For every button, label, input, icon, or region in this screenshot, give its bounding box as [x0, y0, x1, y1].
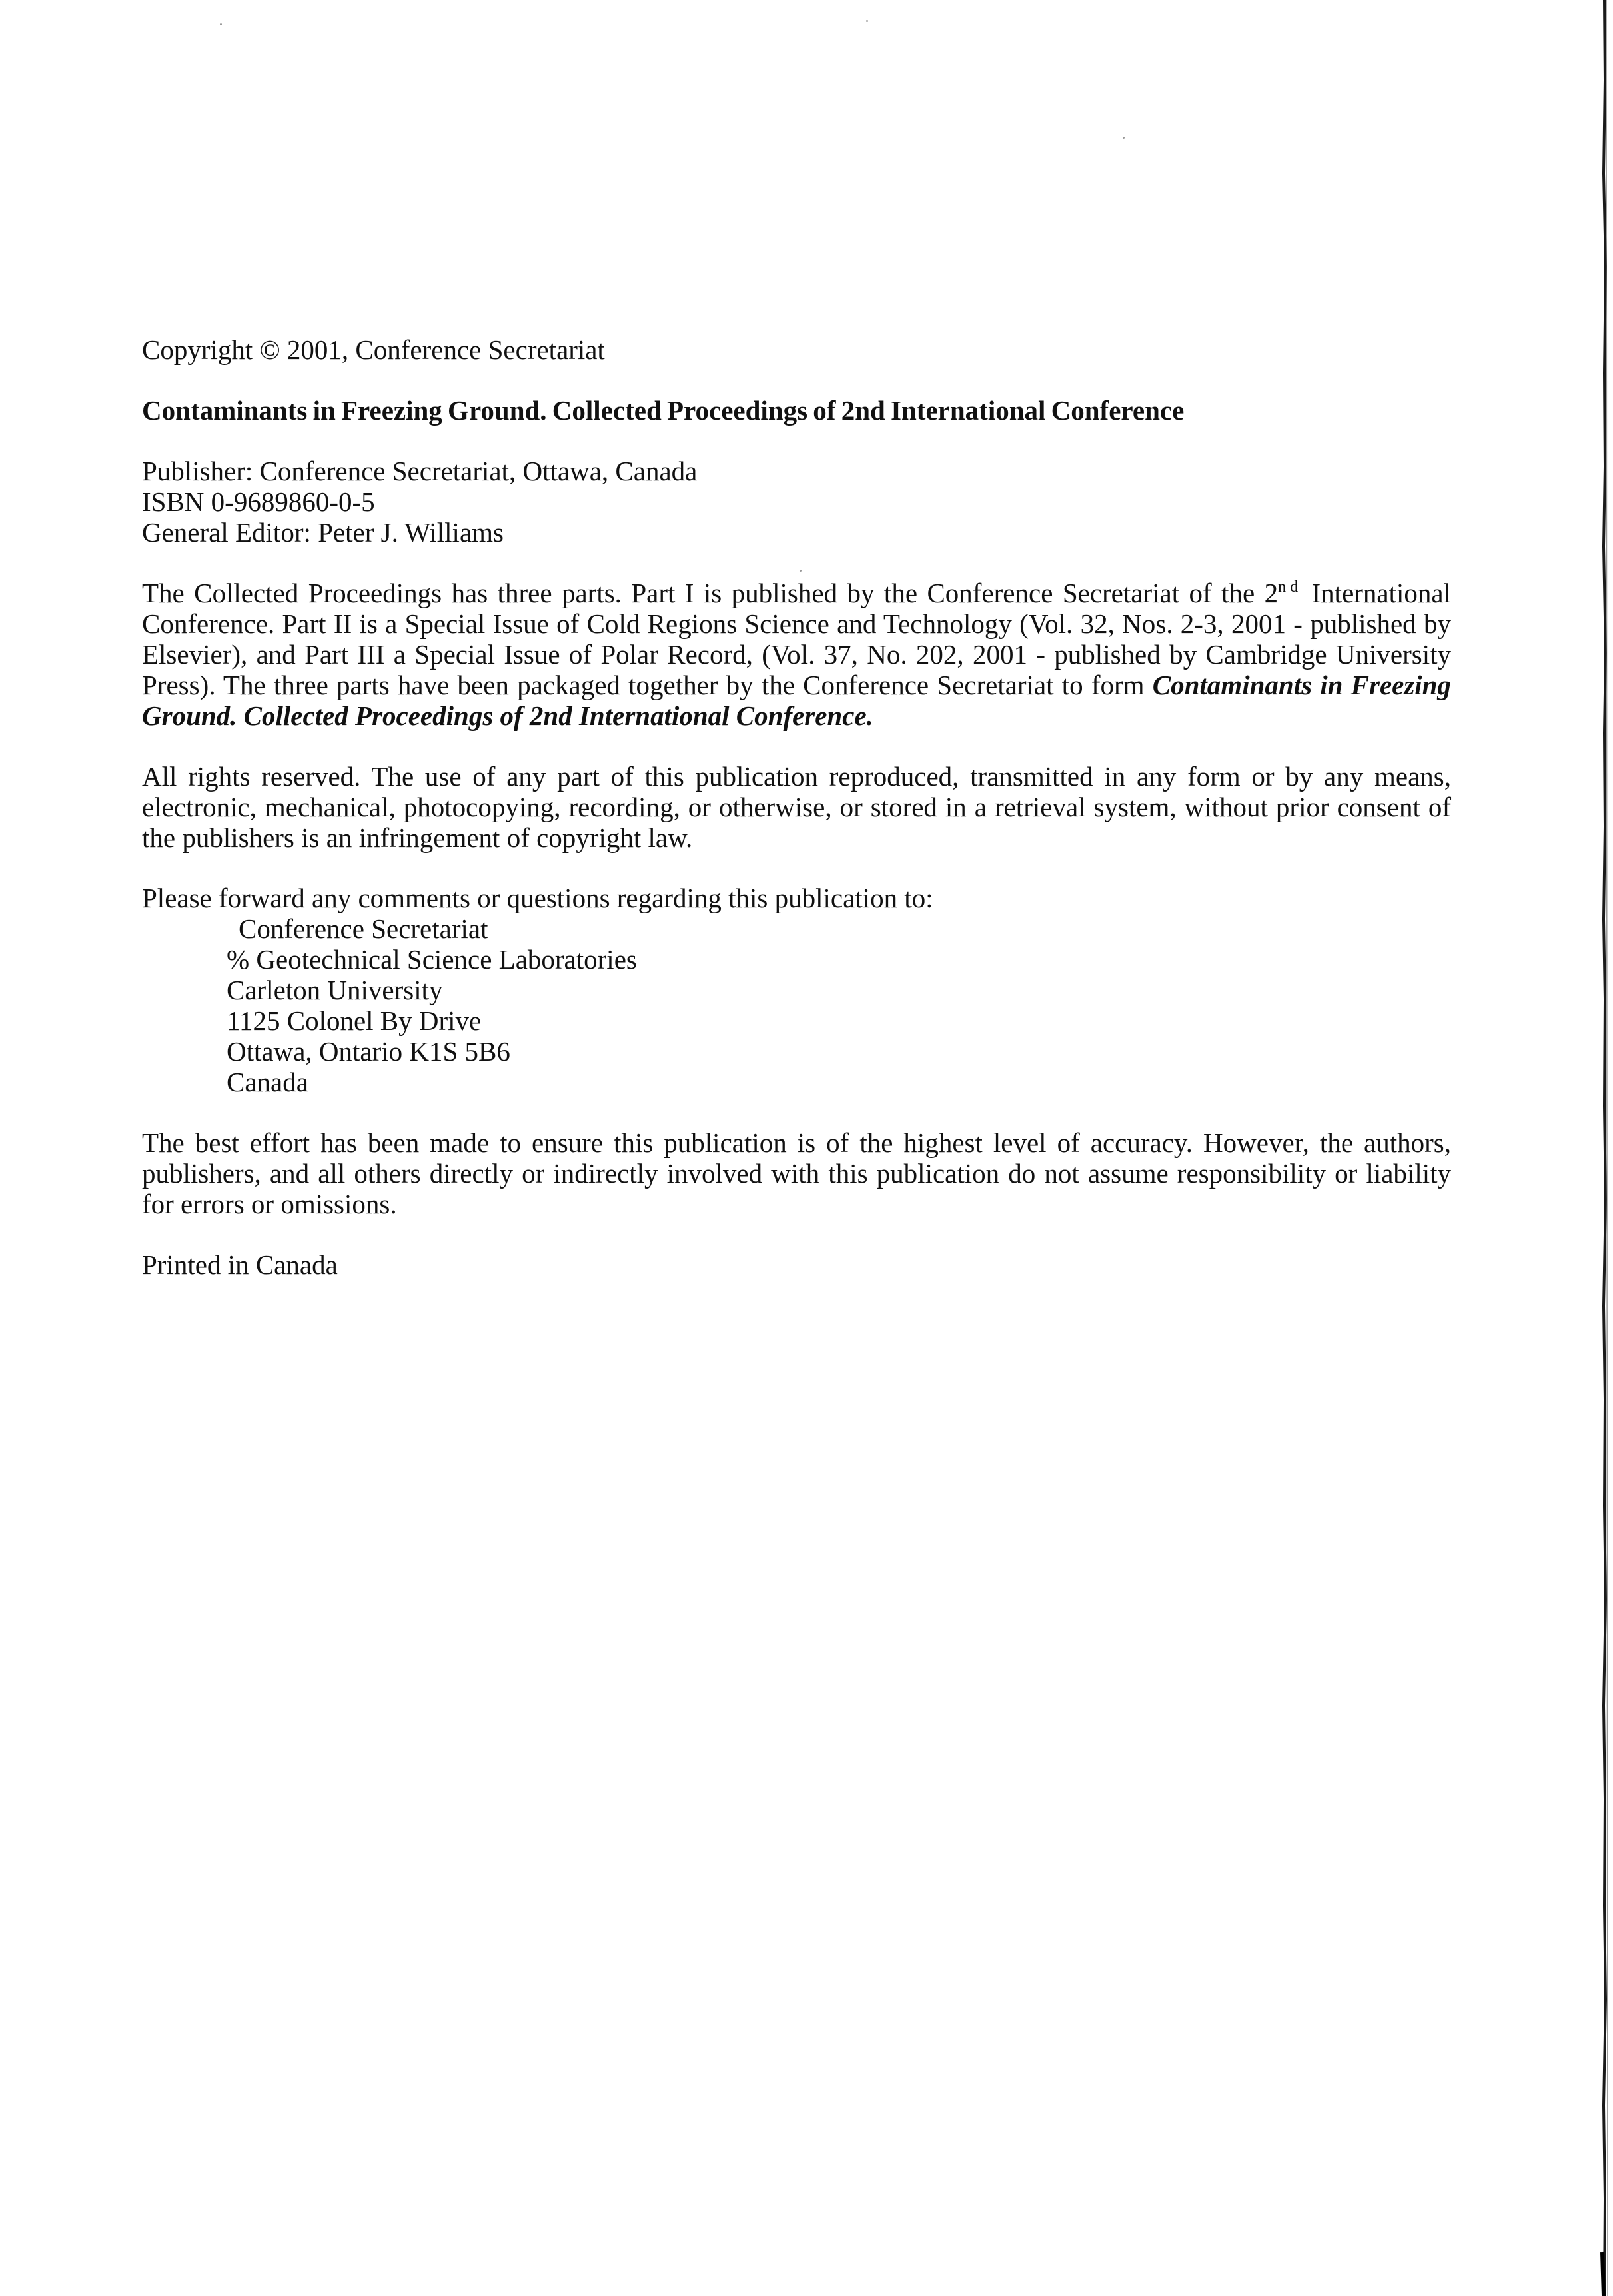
rights-paragraph: All rights reserved. The use of any part of this publication reproduced, transmitted in any form or by any means, electronic, mechanical, photocopying, recording, or otherwise, or stored in a retrieval system, without prior consent of the publishers is an infringement of copyright law.	[142, 761, 1451, 853]
address-line: 1125 Colonel By Drive	[227, 1005, 482, 1036]
parts-paragraph	[142, 578, 1451, 731]
publisher-line: Publisher: Conference Secretariat, Ottawa, Canada	[142, 456, 698, 486]
general-editor-line: General Editor: Peter J. Williams	[142, 517, 504, 548]
publisher-info	[142, 456, 1451, 548]
scan-speck	[866, 20, 868, 22]
scan-speck	[220, 23, 222, 25]
disclaimer-paragraph: The best effort has been made to ensure this publication is of the highest level of accuracy. However, the authors, publishers, and all others directly or indirectly involved with this publication do not assume responsibility or liability for errors or omissions.	[142, 1127, 1451, 1219]
parts-text-start: The Collected Proceedings has three parts. Part I is published by the Conference Secretariat of the 2	[142, 578, 1279, 608]
forward-intro: Please forward any comments or questions regarding this publication to:	[142, 883, 933, 913]
scan-speck	[1123, 137, 1125, 139]
address-line: Ottawa, Ontario K1S 5B6	[227, 1036, 510, 1067]
parts-italic-title: Contaminants in Freezing Ground. Collected Proceedings of 2nd International Conference.	[142, 670, 1451, 731]
isbn-line: ISBN 0-9689860-0-5	[142, 486, 375, 517]
address-line: Carleton University	[227, 975, 443, 1005]
publication-title: Contaminants in Freezing Ground. Collected Proceedings of 2nd International Conference	[142, 395, 1185, 426]
copyright-line: Copyright © 2001, Conference Secretariat	[142, 334, 605, 365]
document-body	[142, 334, 1451, 1280]
mailing-address	[227, 913, 1451, 1097]
scan-edge-shadow	[1593, 0, 1613, 2296]
address-line: Canada	[227, 1067, 308, 1097]
contact-section	[142, 883, 1451, 1097]
printed-in-line: Printed in Canada	[142, 1249, 338, 1280]
parts-text-middle: International Conference. Part II is a Special Issue of Cold Regions Science and Technology (Vol. 32, Nos. 2-3, 2001 - published by Elsevier), and Part III a Special Issue of Polar Record, (Vol. 37, No. 202, 2001 - published by Cambridge University Press). The three parts have been packaged together by the Conference Secretariat to form	[142, 578, 1451, 700]
address-line: Conference Secretariat	[239, 913, 488, 944]
address-line: % Geotechnical Science Laboratories	[227, 944, 637, 975]
ordinal-superscript: nd	[1278, 578, 1303, 596]
